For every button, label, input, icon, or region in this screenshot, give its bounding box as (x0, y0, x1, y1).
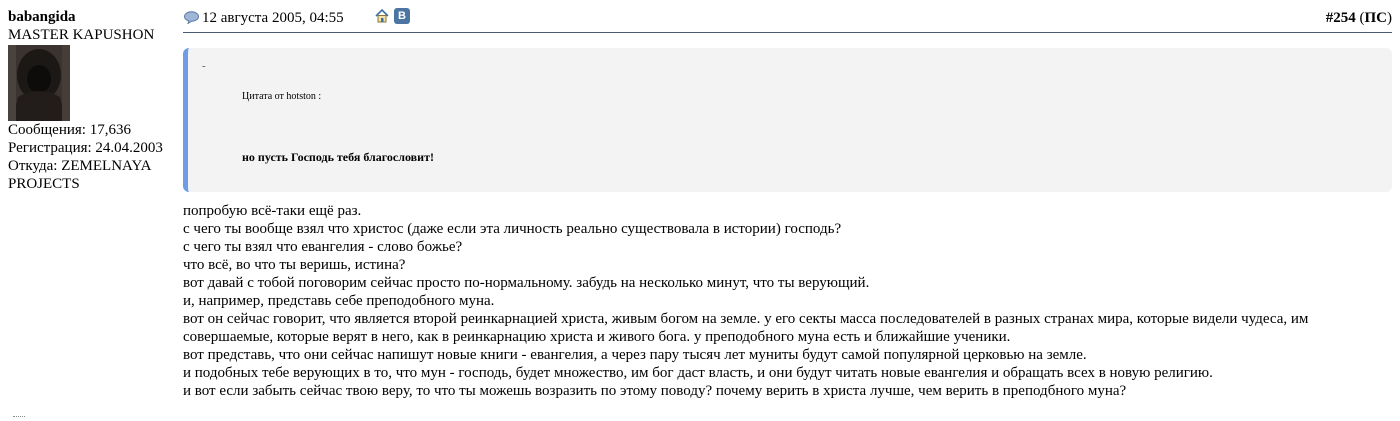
message-line: и, например, представь себе преподобного муна. (183, 293, 495, 309)
message-line: с чего ты взял что евангелия - слово божье? (183, 239, 463, 255)
vk-icon[interactable]: В (394, 8, 410, 24)
user-info-panel (8, 8, 180, 193)
quote-block (183, 48, 1392, 192)
post-number-area (1326, 9, 1392, 27)
quote-dash: - (202, 60, 206, 72)
home-icon[interactable] (374, 8, 390, 24)
message-line: вот представь, что они сейчас напишут новые книги - евангелия, а через пару тысяч лет муниты будут самой популярной церковью на земле. (183, 347, 1087, 363)
footer-divider (13, 416, 25, 419)
avatar-image (8, 45, 70, 121)
user-registration-date: Регистрация: 24.04.2003 (8, 140, 163, 156)
post-message (183, 202, 1393, 400)
quote-text: но пусть Господь тебя благословит! (242, 150, 434, 164)
user-location: Откуда: ZEMELNAYA PROJECTS (8, 158, 151, 192)
username-link[interactable]: babangida (8, 9, 76, 25)
ps-link[interactable] (1365, 10, 1388, 26)
ps-label: ПС (1364, 10, 1387, 26)
post-header (183, 8, 1392, 33)
post-icon (184, 11, 199, 24)
message-line: вот давай с тобой поговорим сейчас просто по-нормальному. забудь на несколько минут, что ты верующий. (183, 275, 870, 291)
message-line: и подобных тебе верующих в то, что мун - господь, будет множество, им бог даст власть, и они будут читать новые евангелия и обращать всех в новую религию. (183, 365, 1213, 381)
ps-open: ( (1355, 10, 1365, 26)
ps-close: ) (1387, 10, 1392, 26)
user-title: MASTER KAPUSHON (8, 27, 155, 43)
message-line: попробую всё-таки ещё раз. (183, 203, 362, 219)
message-line: и вот если забыть сейчас твою веру, то что ты можешь возразить по этому поводу? почему верить в христа лучше, чем верить в преподбного муна? (183, 383, 1127, 399)
post-date: 12 августа 2005, 04:55 (202, 10, 344, 26)
quote-author: Цитата от hotston : (242, 91, 322, 102)
avatar[interactable] (8, 45, 70, 121)
user-post-count: Сообщения: 17,636 (8, 122, 131, 138)
message-line: что всё, во что ты веришь, истина? (183, 257, 406, 273)
post-number-link[interactable]: #254 (1325, 10, 1356, 26)
message-line: с чего ты вообще взял что христос (даже если эта личность реально существовала в истории) господь? (183, 221, 842, 237)
message-line: вот он сейчас говорит, что является второй реинкарнацией христа, живым богом на земле. у его секты масса последователей в разных странах мира, которые видели чудеса, им совершаемые, которые верят в него, как в реинкарнацию христа и живого бога. у преподобного муна есть и ближайшие ученики. (183, 311, 1309, 345)
